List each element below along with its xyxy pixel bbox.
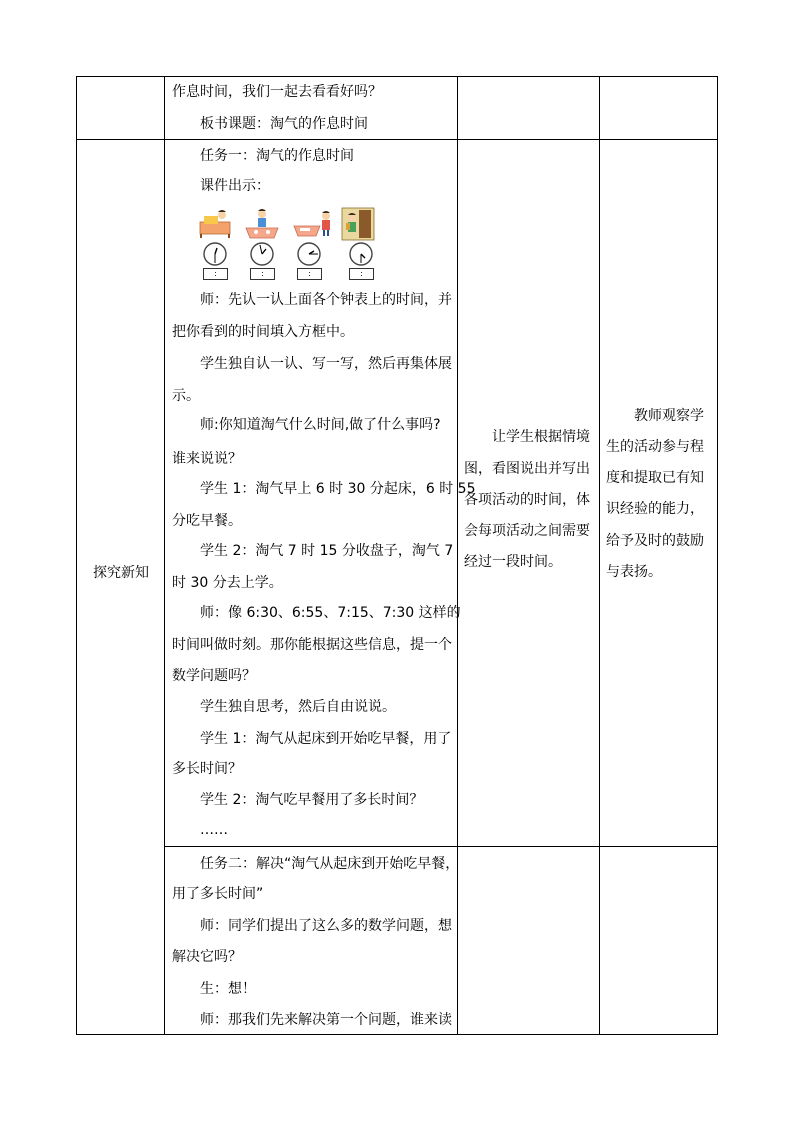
stage-label: 探究新知 xyxy=(93,565,149,581)
time-answer-box[interactable]: : xyxy=(297,268,322,280)
design-intent-line: 让学生根据情境 xyxy=(492,429,590,445)
go-to-school-scene-icon xyxy=(342,208,374,240)
content-line: …… xyxy=(200,822,228,838)
task2-line: 用了多长时间” xyxy=(172,886,264,902)
content-line: 学生独自思考，然后自由说说。 xyxy=(200,699,396,715)
content-line: 学生 1：淘气从起床到开始吃早餐，用了 xyxy=(200,731,452,747)
clock-icon xyxy=(251,243,273,265)
time-answer-box[interactable]: : xyxy=(349,268,374,280)
evaluation-line: 度和提取已有知 xyxy=(606,470,704,486)
evaluation-line: 生的活动参与程 xyxy=(606,439,704,455)
content-line: 分吃早餐。 xyxy=(172,513,242,529)
content-line: 示。 xyxy=(172,388,200,404)
content-line: 谁来说说？ xyxy=(172,451,242,467)
evaluation-line: 教师观察学 xyxy=(634,408,704,424)
content-line: 任务一：淘气的作息时间 xyxy=(200,148,354,164)
column-divider xyxy=(164,76,165,1035)
evaluation-line: 给予及时的鼓励 xyxy=(606,533,704,549)
content-line: 学生 1：淘气早上 6 时 30 分起床，6 时 55 xyxy=(200,481,476,497)
design-intent-line: 经过一段时间。 xyxy=(464,554,562,570)
content-line: 师:你知道淘气什么时间,做了什么事吗? xyxy=(200,417,441,433)
content-line: 学生独自认一认、写一写，然后再集体展 xyxy=(200,356,452,372)
content-line: 多长时间？ xyxy=(172,761,242,777)
content-line: 学生 2：淘气 7 时 15 分收盘子，淘气 7 xyxy=(200,543,454,559)
task2-line: 生：想！ xyxy=(200,981,256,997)
row1-line: 板书课题：淘气的作息时间 xyxy=(200,116,368,132)
task2-line: 师：那我们先来解决第一个问题，谁来读 xyxy=(200,1012,452,1028)
breakfast-scene-icon xyxy=(246,209,278,238)
row1-line: 作息时间，我们一起去看看好吗？ xyxy=(172,84,382,100)
task2-line: 解决它吗？ xyxy=(172,949,242,965)
time-answer-box[interactable]: : xyxy=(203,268,228,280)
content-line: 学生 2：淘气吃早餐用了多长时间？ xyxy=(200,792,424,808)
task2-line: 师：同学们提出了这么多的数学问题，想 xyxy=(200,918,452,934)
content-line: 时 30 分去上学。 xyxy=(172,575,283,591)
task2-line: 任务二：解决“淘气从起床到开始吃早餐， xyxy=(200,856,460,872)
content-line: 师：像 6:30、6:55、7:15、7:30 这样的 xyxy=(200,605,461,621)
evaluation-line: 识经验的能力， xyxy=(606,501,704,517)
design-intent-line: 会每项活动之间需要 xyxy=(464,523,590,539)
clock-icon xyxy=(204,243,226,265)
clock-icon xyxy=(350,243,372,265)
content-line: 把你看到的时间填入方框中。 xyxy=(172,324,354,340)
design-intent-line: 各项活动的时间，体 xyxy=(464,492,590,508)
content-line: 师：先认一认上面各个钟表上的时间，并 xyxy=(200,292,452,308)
clearing-table-scene-icon xyxy=(294,211,330,236)
content-line: 数学问题吗？ xyxy=(172,668,256,684)
evaluation-line: 与表扬。 xyxy=(606,564,662,580)
column-divider xyxy=(599,76,600,1035)
row-divider xyxy=(76,139,718,140)
content-line: 时间叫做时刻。那你能根据这些信息，提一个 xyxy=(172,637,452,653)
wake-up-scene-icon xyxy=(200,210,230,238)
content-line: 课件出示： xyxy=(200,178,270,194)
row-divider xyxy=(164,846,718,847)
clock-icon xyxy=(298,243,320,265)
time-answer-box[interactable]: : xyxy=(250,268,275,280)
design-intent-line: 图，看图说出并写出 xyxy=(464,461,590,477)
column-divider xyxy=(457,76,458,1035)
